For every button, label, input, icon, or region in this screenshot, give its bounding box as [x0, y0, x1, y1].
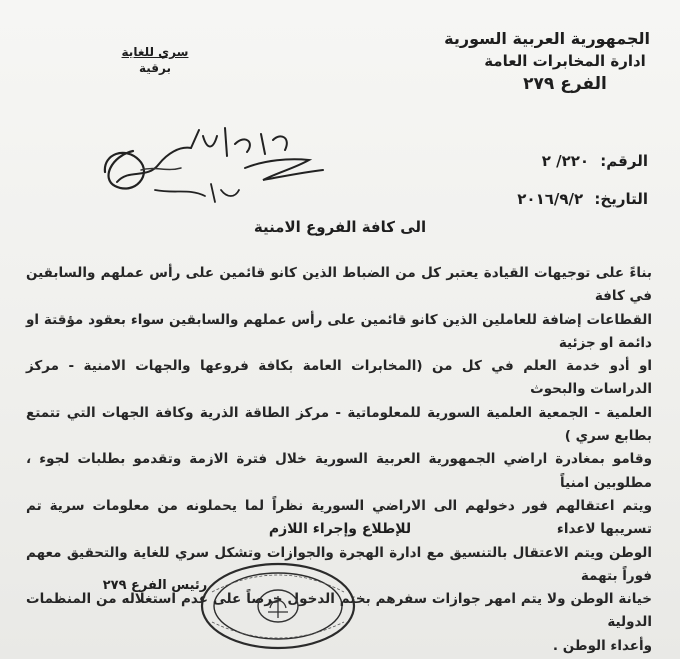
secrecy-label: سري للغاية	[121, 45, 189, 59]
body-line: العلمية - الجمعية العلمية السورية للمعلوماتية - مركز الطاقة الذرية وكافة الجهات التي تتمتع بطابع سري )	[26, 404, 652, 445]
date-row	[448, 184, 648, 222]
reference-number-value: ٢٢٠/ ٢	[541, 152, 590, 170]
official-stamp	[198, 560, 358, 652]
date-value: ٢٠١٦/٩/٢	[517, 190, 584, 208]
letterhead-branch: الفرع ٢٧٩	[523, 74, 607, 94]
body-line: الوطن ويتم الاعتقال بالتنسيق مع ادارة الهجرة والجوازات وتشكل سري للغاية والتحقيق معهم فوراً بتهمة	[26, 544, 652, 584]
body-line: القطاعات إضافة للعاملين الذين كانو قائمين على رأس عملهم والسابقين سواء بعقود مؤقتة او دائمة او جزئية	[26, 311, 652, 351]
signatory-title: رئيس الفرع ٢٧٩	[102, 578, 208, 593]
body-line: بناءً على توجيهات القيادة يعتبر كل من الضباط الذين كانو قائمين على رأس عملهم والسابقين في كافة	[26, 265, 652, 305]
addressee-line: الى كافة الفروع الامنية	[253, 218, 427, 236]
body-line: ويتم اعتقالهم فور دخولهم الى الاراضي السورية نظراً لما يحملونه من معلومات سرية تم تسريبها لاعداء	[26, 497, 652, 538]
handwritten-annotation	[95, 110, 330, 210]
body-line: او أدو خدمة العلم في كل من (المخابرات العامة بكافة فروعها والجهات الامنية - مركز الدراسات والبحوث	[26, 358, 652, 398]
reference-block	[448, 146, 648, 222]
letterhead-directorate: ادارة المخابرات العامة	[484, 52, 646, 70]
body-line: وأعداء الوطن .	[552, 637, 652, 654]
reference-number-label: الرقم:	[600, 152, 648, 170]
body-line: خيانة الوطن ولا يتم امهر جوازات سفرهم بختم الدخول حرصاً على عدم استغلاله من المنظمات الدولية	[26, 591, 652, 631]
body-line: وقامو بمغادرة اراضي الجمهورية العربية السورية خلال فترة الازمة وتقدمو بطلبات لجوء ، مطلوبين امنياً	[26, 451, 652, 491]
letterhead-country: الجمهورية العربية السورية	[444, 29, 650, 48]
channel-label: برقية	[138, 61, 171, 75]
closing-line: للإطلاع وإجراء اللازم	[268, 521, 412, 537]
classification-block	[120, 44, 190, 76]
letterhead	[444, 28, 650, 96]
date-label: التاريخ:	[594, 190, 648, 208]
reference-number-row	[448, 146, 648, 184]
